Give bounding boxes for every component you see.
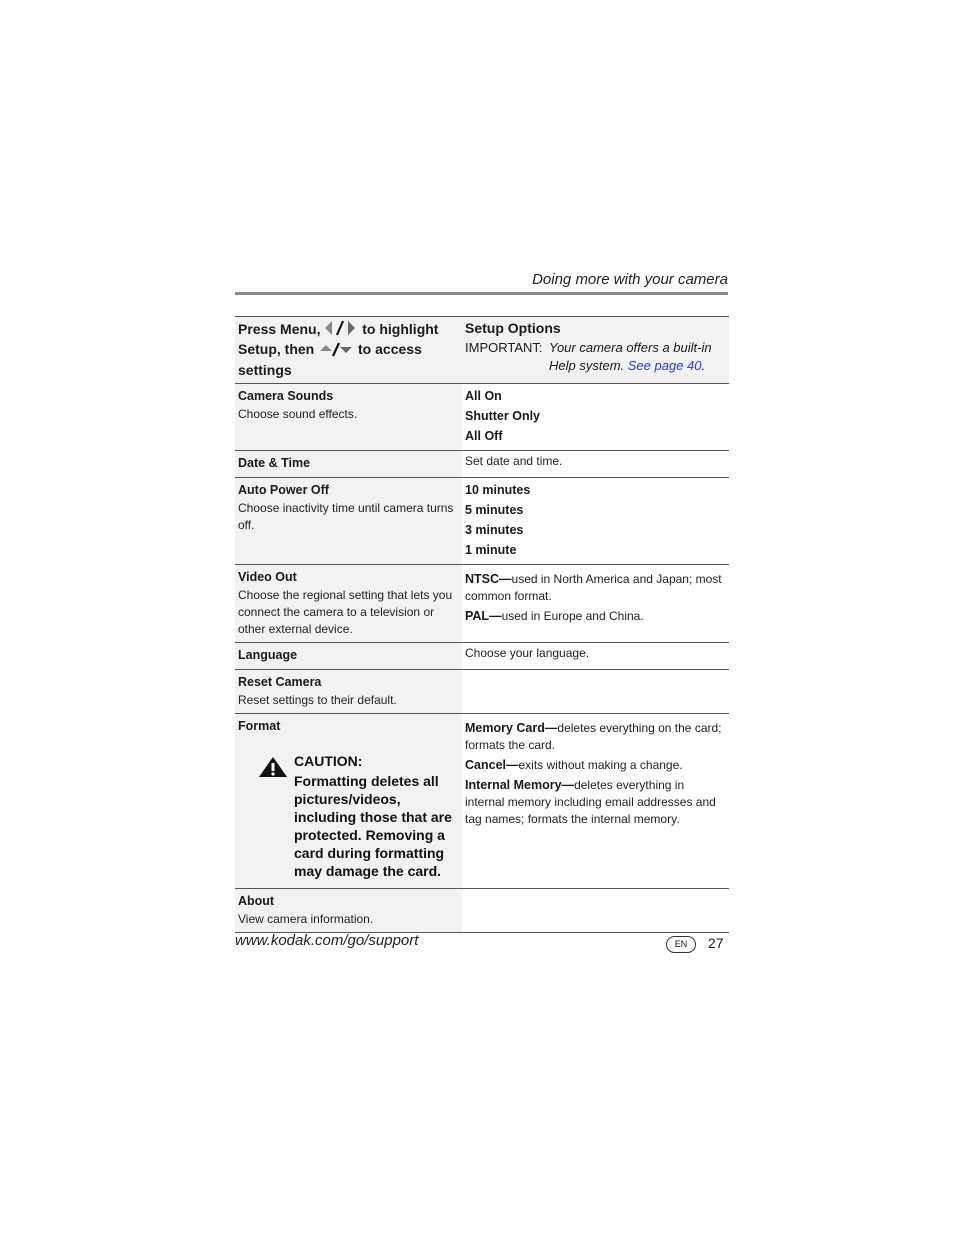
see-page-link[interactable]: See page 40 bbox=[627, 358, 702, 373]
option-name: NTSC— bbox=[465, 571, 512, 586]
option: 3 minutes bbox=[465, 522, 524, 537]
setting-cell bbox=[235, 888, 462, 932]
option: 10 minutes bbox=[465, 482, 531, 497]
table-row-reset-camera bbox=[235, 669, 729, 713]
header-line3: settings bbox=[238, 361, 292, 378]
option-name: PAL— bbox=[465, 608, 502, 623]
setting-cell bbox=[235, 383, 462, 450]
setting-title: Reset Camera bbox=[238, 674, 322, 689]
option-item bbox=[465, 757, 726, 774]
setting-desc: Reset settings to their default. bbox=[238, 692, 397, 707]
warning-triangle-icon bbox=[258, 752, 294, 880]
support-url: www.kodak.com/go/support bbox=[235, 932, 419, 949]
setting-cell bbox=[235, 642, 462, 669]
setting-title: Auto Power Off bbox=[238, 482, 329, 497]
table-row-date-time bbox=[235, 450, 729, 477]
option-text: exits without making a change. bbox=[518, 757, 683, 772]
options-cell bbox=[462, 450, 729, 477]
setting-title: About bbox=[238, 893, 275, 908]
setting-cell bbox=[235, 564, 462, 642]
header-line2-post: to access bbox=[358, 341, 422, 358]
options-cell bbox=[462, 477, 729, 564]
caution-text: Formatting deletes all pictures/videos, including those that are protected. Removing a card during formatting may damage the card. bbox=[294, 772, 452, 879]
options-cell bbox=[462, 564, 729, 642]
option: All Off bbox=[465, 428, 503, 443]
header-right-cell bbox=[462, 317, 729, 384]
table-row-language bbox=[235, 642, 729, 669]
option-item bbox=[465, 608, 726, 625]
options-cell bbox=[462, 669, 729, 713]
caution-content bbox=[294, 752, 459, 880]
setting-cell bbox=[235, 450, 462, 477]
option: 5 minutes bbox=[465, 502, 524, 517]
option: 1 minute bbox=[465, 542, 517, 557]
language-badge: EN bbox=[666, 936, 696, 953]
table-row-video-out bbox=[235, 564, 729, 642]
option-text: deletes everything on the card; formats the card. bbox=[465, 720, 722, 752]
setting-title: Language bbox=[238, 647, 298, 662]
setting-cell bbox=[235, 669, 462, 713]
option-text: used in North America and Japan; most common format. bbox=[465, 571, 722, 603]
setting-cell bbox=[235, 477, 462, 564]
option-text: Set date and time. bbox=[465, 453, 563, 468]
setting-title: Format bbox=[238, 718, 281, 733]
important-label: IMPORTANT: bbox=[465, 340, 543, 355]
important-end: . bbox=[701, 358, 706, 373]
setting-desc: Choose sound effects. bbox=[238, 406, 358, 421]
setting-title: Video Out bbox=[238, 569, 297, 584]
table-header-row bbox=[235, 317, 729, 384]
option-name: Memory Card— bbox=[465, 720, 558, 735]
options-cell bbox=[462, 713, 729, 888]
options-cell bbox=[462, 888, 729, 932]
left-right-arrows-icon bbox=[324, 320, 358, 340]
setting-desc: Choose the regional setting that lets you connect the camera to a television or other external device. bbox=[238, 587, 453, 636]
option-text: used in Europe and China. bbox=[501, 608, 644, 623]
option-text: Choose your language. bbox=[465, 645, 590, 660]
header-left-cell bbox=[235, 317, 462, 384]
caution-title: CAUTION: bbox=[294, 752, 363, 769]
setup-options-table bbox=[235, 316, 729, 933]
setup-options-title: Setup Options bbox=[465, 320, 561, 336]
option-text: deletes everything in internal memory including email addresses and tag names; formats the internal memory. bbox=[465, 777, 716, 826]
setting-title: Date & Time bbox=[238, 455, 311, 470]
option-name: Cancel— bbox=[465, 757, 519, 772]
table-row-about bbox=[235, 888, 729, 932]
header-line1-post: to highlight bbox=[362, 321, 439, 337]
table-row-auto-power-off bbox=[235, 477, 729, 564]
important-body: Your camera offers a built-in Help system. bbox=[549, 340, 712, 373]
header-line1-pre: Press Menu, bbox=[238, 321, 321, 337]
option: All On bbox=[465, 388, 502, 403]
options-cell bbox=[462, 383, 729, 450]
header-line2-pre: Setup, then bbox=[238, 341, 315, 358]
option-item bbox=[465, 571, 726, 605]
option-item bbox=[465, 777, 726, 828]
option-name: Internal Memory— bbox=[465, 777, 575, 792]
option: Shutter Only bbox=[465, 408, 541, 423]
caution-box bbox=[258, 752, 459, 880]
running-header: Doing more with your camera bbox=[532, 271, 728, 288]
table-row-format bbox=[235, 713, 729, 888]
up-down-arrows-icon bbox=[318, 341, 354, 361]
important-note bbox=[465, 339, 726, 375]
setting-title: Camera Sounds bbox=[238, 388, 334, 403]
setting-cell bbox=[235, 713, 462, 888]
important-text bbox=[549, 339, 726, 375]
header-rule bbox=[235, 292, 728, 295]
setting-desc: View camera information. bbox=[238, 911, 374, 926]
footer-right bbox=[666, 932, 724, 953]
table-row-camera-sounds bbox=[235, 383, 729, 450]
options-cell bbox=[462, 642, 729, 669]
setting-desc: Choose inactivity time until camera turns off. bbox=[238, 500, 454, 532]
page-number: 27 bbox=[708, 934, 724, 951]
option-item bbox=[465, 720, 726, 754]
